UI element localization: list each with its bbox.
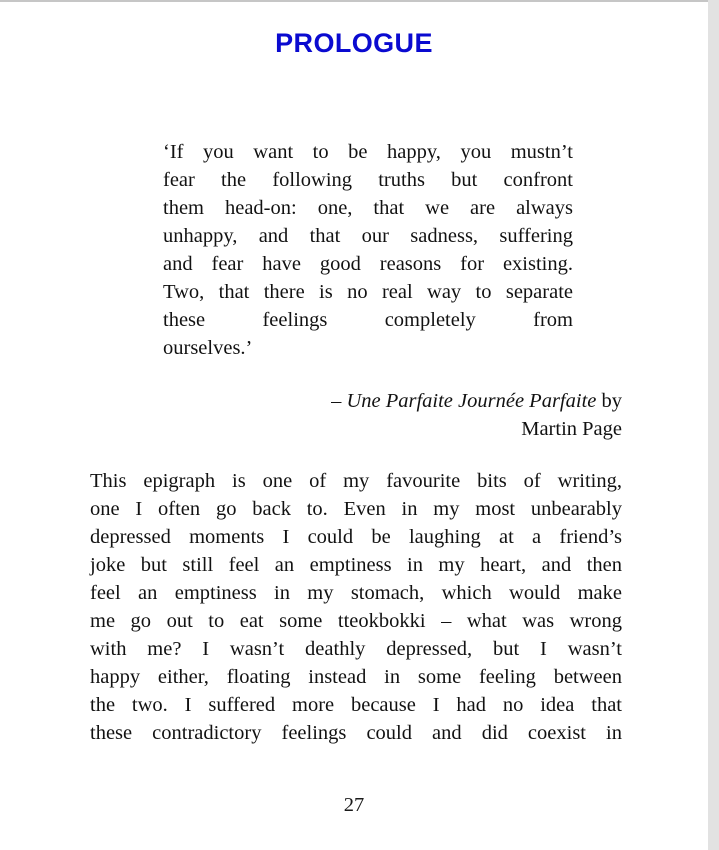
epigraph-line: Two, that there is no real way to separate	[163, 281, 573, 303]
epigraph-line: and fear have good reasons for existing.	[163, 253, 573, 275]
epigraph-line: unhappy, and that our sadness, suffering	[163, 225, 573, 247]
epigraph-line: ‘If you want to be happy, you mustn’t	[163, 141, 573, 163]
epigraph-line: fear the following truths but confront	[163, 169, 573, 191]
page-number: 27	[343, 794, 365, 816]
body-line: depressed moments I could be laughing at a friend’s	[90, 526, 622, 548]
epigraph-line: them head-on: one, that we are always	[163, 197, 573, 219]
body-line: these contradictory feelings could and did coexist in	[90, 722, 622, 744]
body-line: the two. I suffered more because I had no idea that	[90, 694, 622, 716]
attribution-dash: –	[331, 390, 347, 412]
epigraph-text	[163, 138, 573, 362]
body-line: feel an emptiness in my stomach, which would make	[90, 582, 622, 604]
body-line: one I often go back to. Even in my most unbearably	[90, 498, 622, 520]
attribution-source-title: Une Parfaite Journée Parfaite	[346, 390, 597, 412]
body-text	[90, 467, 622, 747]
attribution-by-word: by	[596, 390, 622, 412]
page-title: PROLOGUE	[275, 28, 433, 58]
body-line: me go out to eat some tteokbokki – what was wrong	[90, 610, 622, 632]
attribution-author: Martin Page	[521, 418, 622, 440]
body-paragraph	[90, 467, 622, 747]
body-line: joke but still feel an emptiness in my heart, and then	[90, 554, 622, 576]
epigraph-line: ourselves.’	[163, 337, 253, 359]
epigraph-attribution	[90, 387, 622, 443]
body-line: happy either, floating instead in some feeling between	[90, 666, 622, 688]
epigraph-line: these feelings completely from	[163, 309, 573, 331]
body-line: This epigraph is one of my favourite bits of writing,	[90, 470, 622, 492]
attribution-source-line	[90, 387, 622, 415]
body-line: with me? I wasn’t deathly depressed, but I wasn’t	[90, 638, 622, 660]
epigraph-block	[163, 138, 573, 362]
